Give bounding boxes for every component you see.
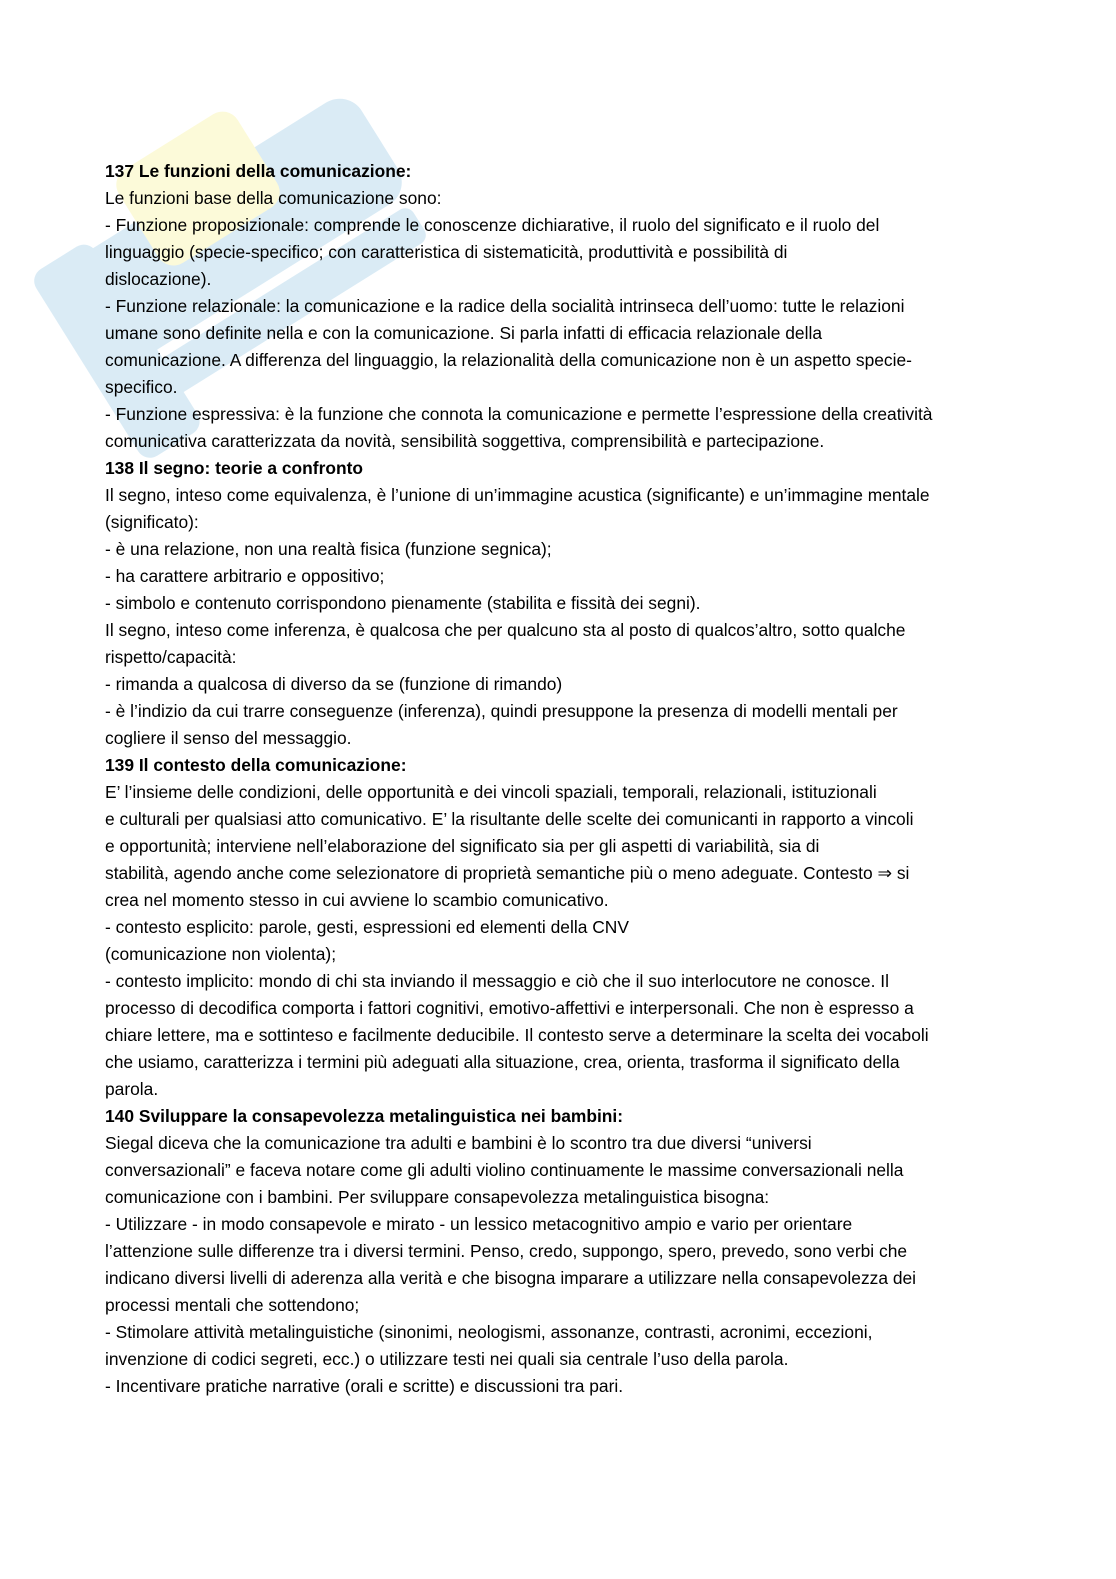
text-line: specifico.: [105, 377, 178, 397]
text-line: invenzione di codici segreti, ecc.) o utilizzare testi nei quali sia centrale l’uso della parola.: [105, 1349, 789, 1369]
text-line: stabilità, agendo anche come selezionatore di proprietà semantiche più o meno adeguate. Contesto ⇒ si: [105, 863, 910, 883]
text-line: comunicazione con i bambini. Per sviluppare consapevolezza metalinguistica bisogna:: [105, 1187, 770, 1207]
text-line: cogliere il senso del messaggio.: [105, 728, 352, 748]
text-line: - contesto esplicito: parole, gesti, espressioni ed elementi della CNV: [105, 917, 629, 937]
text-line: e culturali per qualsiasi atto comunicativo. E’ la risultante delle scelte dei comunicanti in rapporto a vincoli: [105, 809, 914, 829]
text-line: indicano diversi livelli di aderenza alla verità e che bisogna imparare a utilizzare nella consapevolezza dei: [105, 1268, 917, 1288]
text-line: - è l’indizio da cui trarre conseguenze (inferenza), quindi presuppone la presenza di modelli mentali per: [105, 701, 898, 721]
text-line: - Funzione espressiva: è la funzione che connota la comunicazione e permette l’espressione della creatività: [105, 404, 933, 424]
text-line: - Utilizzare - in modo consapevole e mirato - un lessico metacognitivo ampio e vario per orientare: [105, 1214, 853, 1234]
text-line: Siegal diceva che la comunicazione tra adulti e bambini è lo scontro tra due diversi “universi: [105, 1133, 812, 1153]
text-line: crea nel momento stesso in cui avviene lo scambio comunicativo.: [105, 890, 609, 910]
text-line: rispetto/capacità:: [105, 647, 237, 667]
text-line: umane sono definite nella e con la comunicazione. Si parla infatti di efficacia relazionale della: [105, 323, 822, 343]
text-line: Il segno, inteso come inferenza, è qualcosa che per qualcuno sta al posto di qualcos’altro, sotto qualche: [105, 620, 906, 640]
text-line: parola.: [105, 1079, 159, 1099]
text-line: (significato):: [105, 512, 199, 532]
text-line: - Funzione proposizionale: comprende le conoscenze dichiarative, il ruolo del significato e il ruolo del: [105, 215, 880, 235]
section-heading: 138 Il segno: teorie a confronto: [105, 458, 364, 478]
text-line: - Stimolare attività metalinguistiche (sinonimi, neologismi, assonanze, contrasti, acronimi, eccezioni,: [105, 1322, 873, 1342]
text-line: che usiamo, caratterizza i termini più adeguati alla situazione, crea, orienta, trasforma il significato della: [105, 1052, 900, 1072]
text-line: comunicazione. A differenza del linguaggio, la relazionalità della comunicazione non è un aspetto specie-: [105, 350, 912, 370]
text-line: e opportunità; interviene nell’elaborazione del significato sia per gli aspetti di variabilità, sia di: [105, 836, 820, 856]
text-line: dislocazione).: [105, 269, 212, 289]
text-line: Le funzioni base della comunicazione sono:: [105, 188, 442, 208]
text-line: - Incentivare pratiche narrative (orali e scritte) e discussioni tra pari.: [105, 1376, 624, 1396]
section-heading: 139 Il contesto della comunicazione:: [105, 755, 407, 775]
text-line: (comunicazione non violenta);: [105, 944, 337, 964]
text-line: Il segno, inteso come equivalenza, è l’unione di un’immagine acustica (significante) e un’immagine mentale: [105, 485, 930, 505]
document-body: [105, 158, 1020, 1400]
text-line: - Funzione relazionale: la comunicazione e la radice della socialità intrinseca dell’uomo: tutte le relazioni: [105, 296, 905, 316]
text-line: comunicativa caratterizzata da novità, sensibilità soggettiva, comprensibilità e partecipazione.: [105, 431, 825, 451]
text-line: - è una relazione, non una realtà fisica (funzione segnica);: [105, 539, 552, 559]
section-heading: 137 Le funzioni della comunicazione:: [105, 161, 412, 181]
text-line: processo di decodifica comporta i fattori cognitivi, emotivo-affettivi e interpersonali. Che non è espresso a: [105, 998, 914, 1018]
text-line: - simbolo e contenuto corrispondono pienamente (stabilita e fissità dei segni).: [105, 593, 701, 613]
text-line: processi mentali che sottendono;: [105, 1295, 360, 1315]
text-line: linguaggio (specie-specifico; con caratteristica di sistematicità, produttività e possibilità di: [105, 242, 788, 262]
text-line: conversazionali” e faceva notare come gli adulti violino continuamente le massime conversazionali nella: [105, 1160, 904, 1180]
text-line: l’attenzione sulle differenze tra i diversi termini. Penso, credo, suppongo, spero, prevedo, sono verbi che: [105, 1241, 908, 1261]
text-line: E’ l’insieme delle condizioni, delle opportunità e dei vincoli spaziali, temporali, relazionali, istituzionali: [105, 782, 877, 802]
text-line: - contesto implicito: mondo di chi sta inviando il messaggio e ciò che il suo interlocutore ne conosce. Il: [105, 971, 889, 991]
text-line: - rimanda a qualcosa di diverso da se (funzione di rimando): [105, 674, 563, 694]
text-line: - ha carattere arbitrario e oppositivo;: [105, 566, 385, 586]
section-heading: 140 Sviluppare la consapevolezza metalinguistica nei bambini:: [105, 1106, 624, 1126]
text-line: chiare lettere, ma e sottinteso e facilmente deducibile. Il contesto serve a determinare la scelta dei vocaboli: [105, 1025, 929, 1045]
